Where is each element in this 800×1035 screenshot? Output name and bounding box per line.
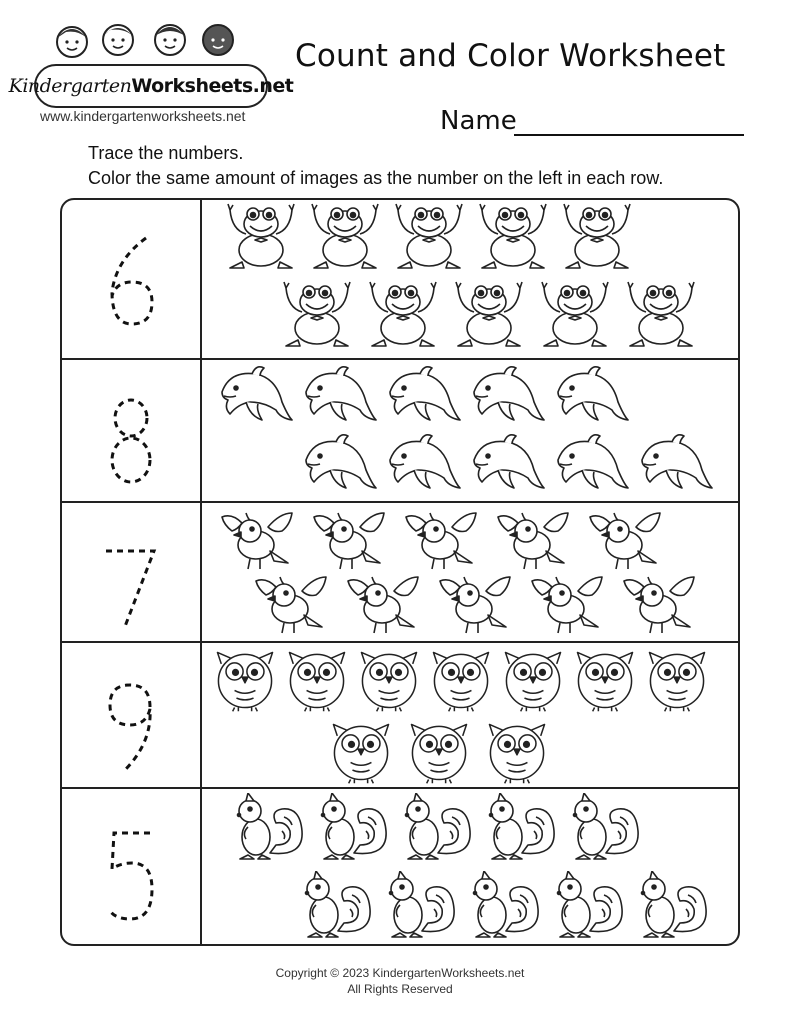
page-title: Count and Color Worksheet <box>295 38 726 74</box>
owl-icon[interactable] <box>208 645 282 715</box>
frog-icon[interactable] <box>364 280 442 350</box>
squirrel-icon[interactable] <box>464 871 542 941</box>
owl-icon[interactable] <box>640 645 714 715</box>
bird-icon[interactable] <box>310 507 388 577</box>
dolphin-icon[interactable] <box>552 430 630 500</box>
trace-number-8 <box>96 390 166 490</box>
bird-icon[interactable] <box>586 507 664 577</box>
dolphin-icon[interactable] <box>300 362 378 432</box>
squirrel-icon[interactable] <box>548 871 626 941</box>
logo-text-kindergarten: Kindergarten <box>8 75 132 97</box>
name-line <box>514 134 744 136</box>
trace-number-7 <box>96 533 166 633</box>
frog-icon[interactable] <box>306 202 384 272</box>
bird-icon[interactable] <box>494 507 572 577</box>
rights-text: All Rights Reserved <box>347 982 453 996</box>
dolphin-icon[interactable] <box>468 430 546 500</box>
bird-icon[interactable] <box>344 571 422 641</box>
logo-banner <box>8 64 294 108</box>
owl-icon[interactable] <box>424 645 498 715</box>
row-nine <box>62 641 738 789</box>
trace-number-9 <box>96 673 166 773</box>
row-eight <box>62 358 738 503</box>
dolphin-icon[interactable] <box>384 362 462 432</box>
frog-icon[interactable] <box>536 280 614 350</box>
bird-icon[interactable] <box>620 571 698 641</box>
owl-icon[interactable] <box>402 717 476 787</box>
bird-icon[interactable] <box>528 571 606 641</box>
dolphin-icon[interactable] <box>216 362 294 432</box>
dolphin-icon[interactable] <box>384 430 462 500</box>
frog-icon[interactable] <box>450 280 528 350</box>
owl-icon[interactable] <box>496 645 570 715</box>
logo-text-worksheets: Worksheets.net <box>131 75 294 97</box>
number-cell <box>62 643 202 789</box>
instruction-color: Color the same amount of images as the number on the left in each row. <box>88 168 664 188</box>
frog-icon[interactable] <box>390 202 468 272</box>
name-label: Name <box>440 106 517 136</box>
frog-images <box>202 200 738 358</box>
frog-icon[interactable] <box>558 202 636 272</box>
frog-icon[interactable] <box>222 202 300 272</box>
owl-images <box>202 643 738 789</box>
trace-number-5 <box>96 825 166 925</box>
bird-icon[interactable] <box>218 507 296 577</box>
owl-icon[interactable] <box>480 717 554 787</box>
owl-icon[interactable] <box>280 645 354 715</box>
worksheet-grid <box>60 198 740 946</box>
squirrel-icon[interactable] <box>564 793 642 863</box>
kids-faces-icon <box>38 16 238 68</box>
number-cell <box>62 200 202 358</box>
bird-images <box>202 503 738 643</box>
owl-icon[interactable] <box>352 645 426 715</box>
row-seven <box>62 501 738 643</box>
dolphin-icon[interactable] <box>468 362 546 432</box>
trace-number-6 <box>96 230 166 330</box>
squirrel-icon[interactable] <box>396 793 474 863</box>
owl-icon[interactable] <box>324 717 398 787</box>
bird-icon[interactable] <box>402 507 480 577</box>
number-cell <box>62 503 202 643</box>
owl-icon[interactable] <box>568 645 642 715</box>
squirrel-images <box>202 789 738 946</box>
number-cell <box>62 789 202 946</box>
number-cell <box>62 360 202 503</box>
squirrel-icon[interactable] <box>296 871 374 941</box>
squirrel-icon[interactable] <box>480 793 558 863</box>
copyright-text: Copyright © 2023 KindergartenWorksheets.net <box>275 966 525 980</box>
bird-icon[interactable] <box>252 571 330 641</box>
bird-icon[interactable] <box>436 571 514 641</box>
row-five <box>62 787 738 946</box>
dolphin-icon[interactable] <box>300 430 378 500</box>
squirrel-icon[interactable] <box>312 793 390 863</box>
frog-icon[interactable] <box>474 202 552 272</box>
squirrel-icon[interactable] <box>380 871 458 941</box>
squirrel-icon[interactable] <box>632 871 710 941</box>
site-logo <box>8 16 294 104</box>
instruction-trace: Trace the numbers. <box>88 143 244 163</box>
dolphin-images <box>202 360 738 503</box>
dolphin-icon[interactable] <box>636 430 714 500</box>
site-url: www.kindergartenworksheets.net <box>40 108 246 124</box>
row-six <box>62 200 738 358</box>
dolphin-icon[interactable] <box>552 362 630 432</box>
squirrel-icon[interactable] <box>228 793 306 863</box>
frog-icon[interactable] <box>622 280 700 350</box>
frog-icon[interactable] <box>278 280 356 350</box>
